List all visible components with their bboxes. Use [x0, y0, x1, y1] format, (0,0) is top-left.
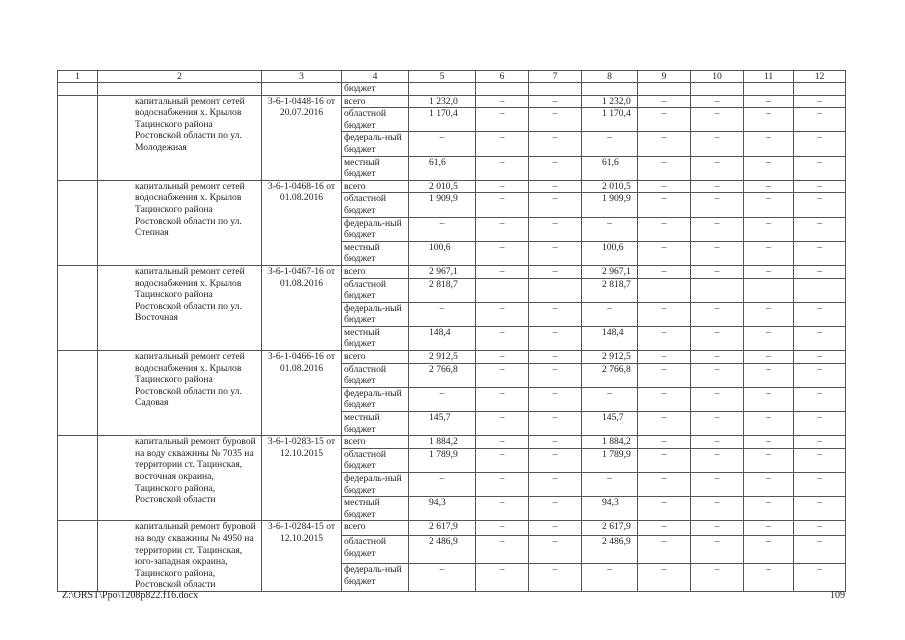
value-cell: –	[476, 265, 529, 278]
value-cell: –	[794, 265, 846, 278]
value-cell: –	[794, 95, 846, 108]
cell	[98, 83, 262, 96]
value-cell: –	[638, 132, 691, 156]
value-cell: –	[794, 387, 846, 411]
budget-label: областной бюджет	[342, 363, 409, 387]
value-cell: –	[794, 497, 846, 521]
budget-label: областной бюджет	[342, 108, 409, 132]
value-cell: –	[409, 302, 476, 326]
budget-label: федераль-ный бюджет	[342, 217, 409, 241]
value-cell: –	[638, 521, 691, 536]
value-cell: –	[744, 473, 794, 497]
value-cell: –	[476, 363, 529, 387]
column-number: 6	[476, 71, 529, 83]
budget-label: федераль-ный бюджет	[342, 563, 409, 591]
value-cell: –	[409, 387, 476, 411]
cell	[262, 83, 342, 96]
value-cell: 1 232,0	[409, 95, 476, 108]
value-cell: –	[638, 108, 691, 132]
value-cell: 61,6	[582, 156, 638, 180]
value-cell: –	[638, 473, 691, 497]
value-cell: –	[582, 217, 638, 241]
value-cell: –	[691, 95, 744, 108]
value-cell: –	[794, 412, 846, 436]
cell	[691, 83, 744, 96]
value-cell: –	[794, 521, 846, 536]
value-cell: –	[529, 95, 582, 108]
value-cell: 2 617,9	[409, 521, 476, 536]
value-cell	[476, 278, 529, 302]
value-cell: 2 486,9	[409, 535, 476, 563]
value-cell: –	[691, 436, 744, 449]
value-cell: –	[476, 387, 529, 411]
value-cell: –	[691, 448, 744, 472]
value-cell: –	[744, 448, 794, 472]
value-cell: –	[691, 265, 744, 278]
cell	[638, 83, 691, 96]
value-cell: –	[476, 473, 529, 497]
value-cell: –	[691, 497, 744, 521]
value-cell: –	[744, 180, 794, 193]
column-number: 5	[409, 71, 476, 83]
file-path: Z:\ORST\Ppo\1208p822.f16.docx	[62, 590, 199, 601]
value-cell: –	[744, 132, 794, 156]
value-cell: 100,6	[409, 241, 476, 265]
object-name: капитальный ремонт сетей водоснабжения х. Крылов Тацинского района Ростовской области по ул. Восточная	[98, 265, 262, 350]
value-cell: –	[691, 387, 744, 411]
value-cell: –	[476, 351, 529, 364]
value-cell: –	[476, 412, 529, 436]
value-cell: –	[794, 351, 846, 364]
value-cell: –	[744, 387, 794, 411]
value-cell: –	[794, 217, 846, 241]
continuation-row	[58, 83, 846, 96]
value-cell: 2 617,9	[582, 521, 638, 536]
value-cell: 2 912,5	[409, 351, 476, 364]
value-cell: –	[691, 326, 744, 350]
value-cell: –	[529, 387, 582, 411]
value-cell: 1 170,4	[409, 108, 476, 132]
value-cell	[744, 278, 794, 302]
value-cell: 2 967,1	[582, 265, 638, 278]
value-cell: –	[691, 302, 744, 326]
row-index-cell	[58, 180, 98, 265]
value-cell: 1 909,9	[582, 193, 638, 217]
value-cell: 100,6	[582, 241, 638, 265]
value-cell: –	[476, 302, 529, 326]
budget-label: всего	[342, 521, 409, 536]
value-cell: –	[529, 473, 582, 497]
value-cell: –	[744, 497, 794, 521]
expertise-code: 3-6-1-0468-16 от 01.08.2016	[262, 180, 342, 265]
budget-row-total	[58, 436, 846, 449]
column-number: 7	[529, 71, 582, 83]
budget-label: всего	[342, 351, 409, 364]
value-cell: –	[638, 436, 691, 449]
value-cell: 2 010,5	[409, 180, 476, 193]
value-cell: –	[638, 497, 691, 521]
value-cell: –	[794, 473, 846, 497]
value-cell: –	[582, 302, 638, 326]
value-cell: –	[744, 412, 794, 436]
value-cell: –	[794, 180, 846, 193]
value-cell: 2 766,8	[582, 363, 638, 387]
value-cell: 2 010,5	[582, 180, 638, 193]
value-cell: –	[691, 412, 744, 436]
value-cell: –	[529, 535, 582, 563]
value-cell: –	[638, 180, 691, 193]
row-index-cell	[58, 265, 98, 350]
value-cell: –	[529, 156, 582, 180]
row-index-cell	[58, 95, 98, 180]
value-cell: –	[744, 265, 794, 278]
value-cell: –	[744, 108, 794, 132]
value-cell: –	[794, 156, 846, 180]
value-cell: –	[476, 436, 529, 449]
row-index-cell	[58, 521, 98, 592]
budget-label: местный бюджет	[342, 497, 409, 521]
cell	[582, 83, 638, 96]
value-cell: 148,4	[409, 326, 476, 350]
expertise-code: 3-6-1-0466-16 от 01.08.2016	[262, 351, 342, 436]
value-cell: –	[638, 448, 691, 472]
cell	[794, 83, 846, 96]
budget-label: местный бюджет	[342, 241, 409, 265]
value-cell: –	[529, 521, 582, 536]
value-cell: –	[638, 363, 691, 387]
value-cell: –	[638, 95, 691, 108]
budget-label: областной бюджет	[342, 448, 409, 472]
value-cell: –	[794, 448, 846, 472]
value-cell: –	[529, 302, 582, 326]
row-index-cell	[58, 436, 98, 521]
value-cell: 2 818,7	[582, 278, 638, 302]
value-cell: –	[691, 351, 744, 364]
value-cell: –	[529, 241, 582, 265]
value-cell: –	[638, 193, 691, 217]
value-cell: –	[794, 108, 846, 132]
value-cell: –	[691, 535, 744, 563]
value-cell: –	[529, 563, 582, 591]
value-cell: 2 912,5	[582, 351, 638, 364]
object-name: капитальный ремонт буровой на воду скважины № 7035 на территории ст. Тацинская, восточная окраина, Тацинского района, Ростовской области	[98, 436, 262, 521]
value-cell: 145,7	[582, 412, 638, 436]
cell	[529, 83, 582, 96]
value-cell: –	[476, 326, 529, 350]
value-cell: –	[582, 563, 638, 591]
value-cell: –	[476, 108, 529, 132]
value-cell: –	[409, 132, 476, 156]
value-cell: –	[691, 363, 744, 387]
budget-row-total	[58, 180, 846, 193]
value-cell: –	[744, 521, 794, 536]
value-cell: –	[476, 180, 529, 193]
value-cell: –	[794, 535, 846, 563]
column-number: 11	[744, 71, 794, 83]
value-cell: –	[582, 387, 638, 411]
budget-label: всего	[342, 436, 409, 449]
column-number: 8	[582, 71, 638, 83]
column-number: 10	[691, 71, 744, 83]
value-cell: 2 967,1	[409, 265, 476, 278]
value-cell	[691, 278, 744, 302]
value-cell: –	[691, 180, 744, 193]
value-cell: –	[744, 326, 794, 350]
value-cell: –	[794, 326, 846, 350]
value-cell: –	[744, 563, 794, 591]
value-cell: –	[529, 412, 582, 436]
value-cell: –	[529, 108, 582, 132]
value-cell: –	[691, 521, 744, 536]
budget-label: федераль-ный бюджет	[342, 387, 409, 411]
value-cell: –	[638, 241, 691, 265]
value-cell	[794, 278, 846, 302]
value-cell: –	[744, 217, 794, 241]
value-cell: –	[691, 241, 744, 265]
value-cell: –	[794, 193, 846, 217]
value-cell: 1 909,9	[409, 193, 476, 217]
value-cell: 94,3	[409, 497, 476, 521]
value-cell: –	[638, 387, 691, 411]
column-number: 4	[342, 71, 409, 83]
value-cell: –	[476, 217, 529, 241]
object-name: капитальный ремонт сетей водоснабжения х. Крылов Тацинского района Ростовской области по ул. Степная	[98, 180, 262, 265]
expertise-code: 3-6-1-0448-16 от 20.07.2016	[262, 95, 342, 180]
cell	[409, 83, 476, 96]
value-cell: –	[638, 563, 691, 591]
expertise-code: 3-6-1-0284-15 от 12.10.2015	[262, 521, 342, 592]
budget-label: областной бюджет	[342, 193, 409, 217]
value-cell: –	[409, 563, 476, 591]
value-cell: 1 884,2	[582, 436, 638, 449]
budget-label: областной бюджет	[342, 278, 409, 302]
value-cell: 2 486,9	[582, 535, 638, 563]
budget-label: всего	[342, 95, 409, 108]
value-cell: –	[476, 241, 529, 265]
cell: бюджет	[342, 83, 409, 96]
column-number: 9	[638, 71, 691, 83]
cell	[744, 83, 794, 96]
budget-row-total	[58, 521, 846, 536]
value-cell: –	[476, 448, 529, 472]
value-cell: –	[794, 302, 846, 326]
value-cell: 1 789,9	[409, 448, 476, 472]
value-cell: –	[582, 473, 638, 497]
budget-label: местный бюджет	[342, 412, 409, 436]
value-cell: 94,3	[582, 497, 638, 521]
value-cell: –	[691, 563, 744, 591]
object-name: капитальный ремонт сетей водоснабжения х. Крылов Тацинского района Ростовской области по ул. Садовая	[98, 351, 262, 436]
value-cell: –	[691, 156, 744, 180]
row-index-cell	[58, 351, 98, 436]
value-cell	[638, 278, 691, 302]
value-cell: –	[529, 217, 582, 241]
value-cell: –	[744, 95, 794, 108]
budget-label: федераль-ный бюджет	[342, 473, 409, 497]
column-number: 12	[794, 71, 846, 83]
value-cell: –	[744, 351, 794, 364]
value-cell: –	[476, 521, 529, 536]
value-cell: –	[529, 351, 582, 364]
value-cell: –	[529, 132, 582, 156]
value-cell: –	[476, 132, 529, 156]
value-cell: –	[529, 180, 582, 193]
value-cell: –	[476, 156, 529, 180]
value-cell: –	[638, 265, 691, 278]
value-cell: –	[476, 497, 529, 521]
value-cell: –	[691, 108, 744, 132]
expertise-code: 3-6-1-0467-16 от 01.08.2016	[262, 265, 342, 350]
column-number: 1	[58, 71, 98, 83]
value-cell: –	[476, 563, 529, 591]
column-number: 3	[262, 71, 342, 83]
budget-label: федераль-ный бюджет	[342, 302, 409, 326]
column-number: 2	[98, 71, 262, 83]
value-cell: –	[691, 473, 744, 497]
value-cell: 2 766,8	[409, 363, 476, 387]
value-cell: 148,4	[582, 326, 638, 350]
budget-label: федераль-ный бюджет	[342, 132, 409, 156]
value-cell: –	[638, 412, 691, 436]
value-cell: –	[638, 217, 691, 241]
value-cell: –	[794, 241, 846, 265]
value-cell: –	[476, 535, 529, 563]
value-cell: –	[744, 156, 794, 180]
budget-label: местный бюджет	[342, 156, 409, 180]
value-cell: 1 789,9	[582, 448, 638, 472]
value-cell: –	[529, 363, 582, 387]
value-cell: –	[529, 326, 582, 350]
value-cell	[529, 278, 582, 302]
value-cell: –	[529, 265, 582, 278]
budget-row-total	[58, 265, 846, 278]
value-cell: –	[744, 363, 794, 387]
value-cell: –	[691, 193, 744, 217]
value-cell: –	[794, 363, 846, 387]
value-cell: –	[582, 132, 638, 156]
value-cell: –	[744, 436, 794, 449]
value-cell: –	[638, 326, 691, 350]
expertise-code: 3-6-1-0283-15 от 12.10.2015	[262, 436, 342, 521]
value-cell: 1 884,2	[409, 436, 476, 449]
value-cell: –	[638, 351, 691, 364]
value-cell: –	[744, 193, 794, 217]
cell	[58, 83, 98, 96]
value-cell: –	[529, 436, 582, 449]
budget-label: областной бюджет	[342, 535, 409, 563]
value-cell: –	[529, 497, 582, 521]
value-cell: –	[409, 217, 476, 241]
value-cell: 2 818,7	[409, 278, 476, 302]
budget-table	[57, 70, 846, 592]
value-cell: 145,7	[409, 412, 476, 436]
value-cell: –	[409, 473, 476, 497]
value-cell: –	[638, 156, 691, 180]
page-number: 109	[830, 590, 845, 601]
value-cell: –	[529, 193, 582, 217]
value-cell: 61,6	[409, 156, 476, 180]
value-cell: –	[794, 132, 846, 156]
budget-label: всего	[342, 265, 409, 278]
value-cell: –	[476, 95, 529, 108]
value-cell: –	[529, 448, 582, 472]
object-name: капитальный ремонт сетей водоснабжения х. Крылов Тацинского района Ростовской области по ул. Молодежная	[98, 95, 262, 180]
value-cell: –	[794, 563, 846, 591]
column-number-row	[58, 71, 846, 83]
value-cell: 1 170,4	[582, 108, 638, 132]
cell	[476, 83, 529, 96]
object-name: капитальный ремонт буровой на воду скважины № 4950 на территории ст. Тацинская, юго-западная окраина, Тацинского района, Ростовской области	[98, 521, 262, 592]
value-cell: 1 232,0	[582, 95, 638, 108]
budget-label: местный бюджет	[342, 326, 409, 350]
value-cell: –	[744, 535, 794, 563]
value-cell: –	[638, 302, 691, 326]
budget-label: всего	[342, 180, 409, 193]
value-cell: –	[744, 241, 794, 265]
budget-row-total	[58, 351, 846, 364]
value-cell: –	[794, 436, 846, 449]
value-cell: –	[691, 132, 744, 156]
value-cell: –	[476, 193, 529, 217]
budget-row-total	[58, 95, 846, 108]
value-cell: –	[638, 535, 691, 563]
value-cell: –	[744, 302, 794, 326]
value-cell: –	[691, 217, 744, 241]
